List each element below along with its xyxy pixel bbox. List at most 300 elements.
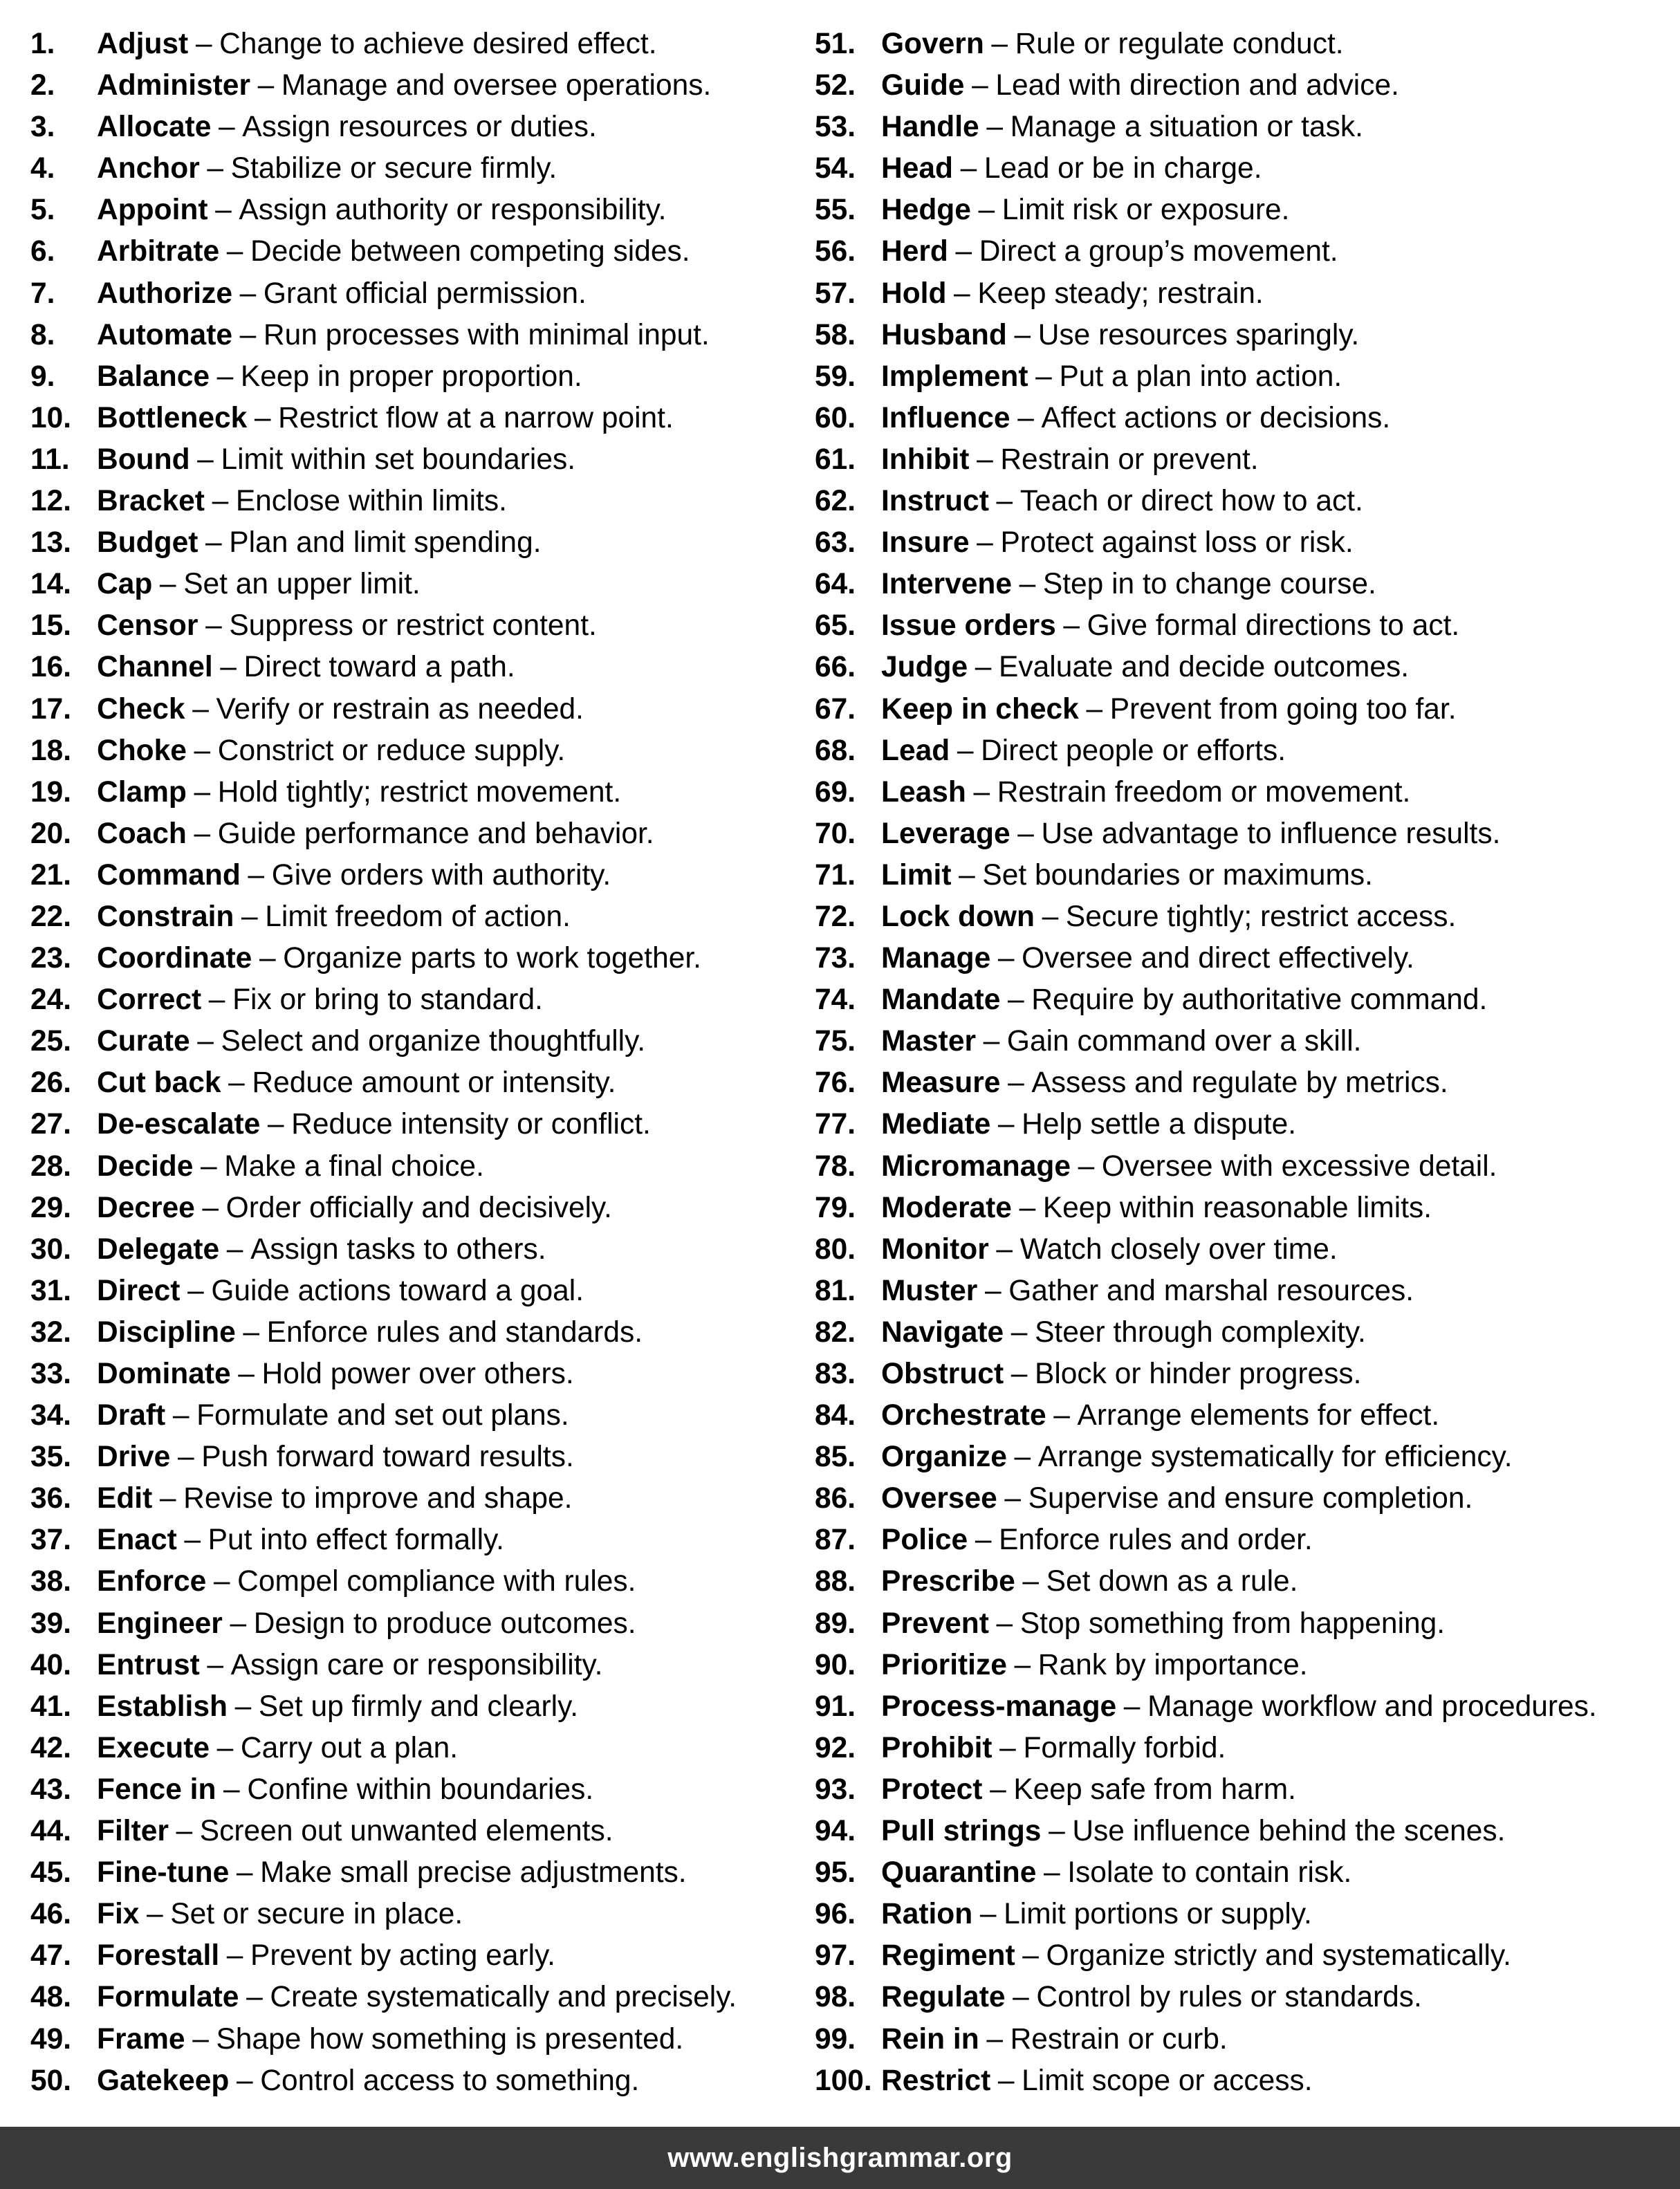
item-dash: –	[1022, 1565, 1040, 1598]
item-number: 40.	[30, 1648, 72, 1681]
item-number: 43.	[30, 1773, 72, 1806]
list-item	[815, 813, 1672, 855]
item-definition: Require by authoritative command.	[1031, 983, 1488, 1017]
item-definition: Control access to something.	[260, 2064, 640, 2097]
item-dash: –	[1043, 1856, 1060, 1890]
item-number: 8.	[30, 318, 55, 351]
list-item	[30, 107, 805, 148]
item-dash: –	[954, 277, 970, 310]
item-definition: Direct toward a path.	[243, 651, 515, 684]
item-number: 85.	[815, 1441, 856, 1474]
item-number: 5.	[30, 194, 55, 227]
item-word: Intervene	[881, 568, 1012, 601]
item-definition: Protect against loss or risk.	[1000, 526, 1354, 560]
item-word: Prevent	[881, 1607, 989, 1640]
list-item	[815, 439, 1672, 481]
item-word: Arbitrate	[97, 235, 220, 268]
item-number: 57.	[815, 277, 856, 310]
item-word: Enforce	[97, 1565, 207, 1598]
item-number: 39.	[30, 1607, 72, 1640]
item-number: 71.	[815, 858, 856, 892]
item-word: Forestall	[97, 1939, 220, 1973]
item-dash: –	[207, 1648, 224, 1681]
list-item	[815, 1977, 1672, 2018]
item-dash: –	[1022, 1939, 1039, 1973]
item-dash: –	[194, 734, 211, 767]
item-dash: –	[991, 28, 1008, 60]
item-word: Fine-tune	[97, 1856, 230, 1890]
item-word: Pull strings	[881, 1815, 1042, 1848]
item-definition: Prevent from going too far.	[1109, 692, 1457, 726]
item-dash: –	[176, 1815, 193, 1848]
list-item	[30, 855, 805, 896]
item-word: Fix	[97, 1898, 140, 1931]
item-word: Mandate	[881, 983, 1001, 1017]
item-definition: Verify or restrain as needed.	[216, 692, 584, 726]
item-word: Insure	[881, 526, 970, 560]
item-dash: –	[248, 858, 265, 892]
item-word: Direct	[97, 1274, 181, 1307]
item-definition: Restrict flow at a narrow point.	[278, 401, 674, 434]
item-number: 63.	[815, 526, 856, 560]
item-definition: Assess and regulate by metrics.	[1031, 1066, 1448, 1100]
item-word: Leash	[881, 775, 966, 809]
item-number: 97.	[815, 1939, 856, 1973]
item-number: 60.	[815, 401, 856, 434]
item-word: Restrict	[881, 2064, 991, 2097]
right-column	[815, 24, 1672, 2102]
item-word: Entrust	[97, 1648, 200, 1681]
item-dash: –	[996, 485, 1013, 518]
item-word: Constrain	[97, 900, 234, 933]
item-dash: –	[1086, 692, 1103, 726]
item-word: Issue orders	[881, 609, 1056, 643]
item-number: 72.	[815, 900, 856, 933]
item-definition: Rank by importance.	[1037, 1648, 1308, 1681]
item-definition: Stabilize or secure firmly.	[230, 152, 557, 185]
item-definition: Set boundaries or maximums.	[982, 858, 1373, 892]
item-word: Coach	[97, 817, 187, 850]
list-item	[30, 1894, 805, 1935]
item-number: 96.	[815, 1898, 856, 1931]
item-definition: Order officially and decisively.	[225, 1191, 612, 1224]
list-item	[30, 65, 805, 107]
item-dash: –	[997, 1108, 1015, 1141]
list-item	[815, 1146, 1672, 1188]
item-word: Micromanage	[881, 1149, 1071, 1183]
list-item	[815, 1188, 1672, 1229]
item-number: 89.	[815, 1607, 856, 1640]
item-definition: Select and organize thoughtfully.	[221, 1025, 646, 1058]
item-number: 29.	[30, 1191, 72, 1224]
item-word: Rein in	[881, 2022, 979, 2056]
item-definition: Arrange systematically for efficiency.	[1037, 1441, 1513, 1474]
footer-bar	[0, 2127, 1680, 2189]
item-number: 88.	[815, 1565, 856, 1598]
list-item	[815, 1603, 1672, 1645]
item-word: Prescribe	[881, 1565, 1015, 1598]
item-word: Prioritize	[881, 1648, 1007, 1681]
item-dash: –	[267, 1108, 284, 1141]
item-definition: Put into effect formally.	[207, 1524, 504, 1557]
list-item	[30, 772, 805, 813]
list-item	[815, 1104, 1672, 1145]
item-definition: Keep steady; restrain.	[977, 277, 1264, 310]
item-dash: –	[192, 692, 209, 726]
item-number: 99.	[815, 2022, 856, 2056]
item-word: Fence in	[97, 1773, 216, 1806]
list-item	[815, 1561, 1672, 1603]
item-definition: Decide between competing sides.	[250, 235, 690, 268]
list-item	[815, 689, 1672, 730]
item-definition: Create systematically and precisely.	[270, 1981, 737, 2014]
list-item	[30, 1354, 805, 1395]
item-number: 46.	[30, 1898, 72, 1931]
item-number: 73.	[815, 942, 856, 975]
list-item	[815, 896, 1672, 938]
item-number: 21.	[30, 858, 72, 892]
item-number: 69.	[815, 775, 856, 809]
item-number: 95.	[815, 1856, 856, 1890]
item-number: 98.	[815, 1981, 856, 2014]
item-dash: –	[230, 1607, 247, 1640]
item-dash: –	[1014, 1441, 1031, 1474]
item-word: Measure	[881, 1066, 1001, 1100]
item-word: Protect	[881, 1773, 983, 1806]
item-number: 27.	[30, 1108, 72, 1141]
item-definition: Fix or bring to standard.	[232, 983, 543, 1017]
item-dash: –	[220, 651, 237, 684]
item-dash: –	[216, 360, 234, 393]
item-dash: –	[205, 609, 222, 643]
list-item	[815, 1894, 1672, 1935]
list-item	[30, 1935, 805, 1977]
list-item	[30, 938, 805, 979]
list-item	[30, 896, 805, 938]
list-item	[815, 1935, 1672, 1977]
item-word: Hedge	[881, 194, 971, 227]
list-item	[30, 564, 805, 605]
list-item	[815, 979, 1672, 1021]
item-word: Authorize	[97, 277, 232, 310]
item-word: Leverage	[881, 817, 1010, 850]
item-dash: –	[996, 1232, 1013, 1266]
item-number: 34.	[30, 1399, 72, 1432]
item-dash: –	[246, 1981, 263, 2014]
item-word: Orchestrate	[881, 1399, 1046, 1432]
item-word: Process-manage	[881, 1690, 1117, 1723]
word-list	[0, 24, 1680, 2098]
item-number: 41.	[30, 1690, 72, 1723]
item-word: Allocate	[97, 111, 212, 144]
item-dash: –	[213, 1565, 230, 1598]
item-definition: Constrict or reduce supply.	[217, 734, 566, 767]
list-item	[30, 273, 805, 315]
item-dash: –	[1008, 1066, 1024, 1100]
item-definition: Control by rules or standards.	[1036, 1981, 1422, 2014]
item-dash: –	[177, 1441, 194, 1474]
list-item	[30, 2019, 805, 2060]
item-number: 80.	[815, 1232, 856, 1266]
item-definition: Set up firmly and clearly.	[258, 1690, 579, 1723]
item-dash: –	[257, 69, 275, 102]
item-number: 17.	[30, 692, 72, 726]
item-dash: –	[205, 526, 222, 560]
list-item	[815, 273, 1672, 315]
item-number: 33.	[30, 1358, 72, 1390]
item-dash: –	[975, 651, 992, 684]
item-number: 4.	[30, 152, 55, 185]
item-definition: Use advantage to influence results.	[1041, 817, 1501, 850]
list-item	[30, 1603, 805, 1645]
item-dash: –	[1035, 360, 1052, 393]
list-item	[815, 730, 1672, 772]
item-definition: Lead or be in charge.	[984, 152, 1262, 185]
list-item	[815, 1811, 1672, 1852]
item-dash: –	[1019, 568, 1036, 601]
item-dash: –	[990, 1773, 1006, 1806]
list-item	[815, 1437, 1672, 1478]
item-number: 65.	[815, 609, 856, 643]
item-number: 62.	[815, 485, 856, 518]
item-number: 100.	[815, 2064, 872, 2097]
list-item	[815, 1229, 1672, 1271]
item-word: Choke	[97, 734, 187, 767]
list-item	[815, 1728, 1672, 1769]
item-dash: –	[226, 235, 243, 268]
item-definition: Stop something from happening.	[1019, 1607, 1446, 1640]
item-dash: –	[202, 1191, 219, 1224]
list-item	[30, 1811, 805, 1852]
item-number: 24.	[30, 983, 72, 1017]
item-definition: Use resources sparingly.	[1037, 318, 1360, 351]
item-word: Bracket	[97, 485, 205, 518]
item-dash: –	[239, 318, 257, 351]
item-dash: –	[197, 443, 214, 476]
item-definition: Keep within reasonable limits.	[1042, 1191, 1432, 1224]
item-dash: –	[997, 2064, 1015, 2097]
item-dash: –	[159, 1482, 176, 1515]
list-item	[815, 1645, 1672, 1686]
item-definition: Plan and limit spending.	[229, 526, 542, 560]
item-definition: Hold tightly; restrict movement.	[217, 775, 622, 809]
item-number: 25.	[30, 1025, 72, 1058]
item-definition: Gain command over a skill.	[1006, 1025, 1362, 1058]
item-definition: Design to produce outcomes.	[253, 1607, 636, 1640]
item-word: Ration	[881, 1898, 973, 1931]
item-dash: –	[986, 111, 1003, 144]
item-definition: Secure tightly; restrict access.	[1065, 900, 1457, 933]
footer-url[interactable]: www.englishgrammar.org	[667, 2142, 1013, 2173]
item-number: 67.	[815, 692, 856, 726]
item-dash: –	[996, 1607, 1013, 1640]
item-definition: Rule or regulate conduct.	[1015, 28, 1344, 60]
list-item	[30, 1312, 805, 1354]
item-word: Regulate	[881, 1981, 1006, 2014]
item-number: 81.	[815, 1274, 856, 1307]
item-number: 49.	[30, 2022, 72, 2056]
list-item	[815, 148, 1672, 190]
item-dash: –	[254, 401, 271, 434]
item-word: Clamp	[97, 775, 187, 809]
list-item	[30, 356, 805, 398]
item-word: Quarantine	[881, 1856, 1037, 1890]
item-dash: –	[1014, 1648, 1031, 1681]
item-dash: –	[984, 1274, 1001, 1307]
item-number: 19.	[30, 775, 72, 809]
item-dash: –	[1078, 1149, 1095, 1183]
item-word: Dominate	[97, 1358, 231, 1390]
item-number: 38.	[30, 1565, 72, 1598]
item-word: Limit	[881, 858, 952, 892]
item-definition: Direct people or efforts.	[981, 734, 1286, 767]
item-word: Obstruct	[881, 1358, 1004, 1390]
list-item	[30, 315, 805, 356]
item-dash: –	[195, 28, 212, 60]
list-item	[30, 1229, 805, 1271]
item-word: Automate	[97, 318, 232, 351]
item-word: Enact	[97, 1524, 177, 1557]
item-definition: Confine within boundaries.	[247, 1773, 594, 1806]
item-word: Check	[97, 692, 185, 726]
list-item	[30, 1437, 805, 1478]
item-definition: Carry out a plan.	[240, 1731, 459, 1764]
item-definition: Manage a situation or task.	[1010, 111, 1363, 144]
list-item	[30, 148, 805, 190]
item-definition: Restrain or curb.	[1010, 2022, 1228, 2056]
list-item	[815, 24, 1672, 65]
item-dash: –	[1049, 1815, 1065, 1848]
item-definition: Set an upper limit.	[183, 568, 421, 601]
item-word: Budget	[97, 526, 199, 560]
item-word: Influence	[881, 401, 1010, 434]
item-number: 26.	[30, 1066, 72, 1100]
item-dash: –	[243, 1315, 260, 1349]
list-item	[30, 979, 805, 1021]
list-item	[815, 398, 1672, 439]
item-word: Draft	[97, 1399, 166, 1432]
item-definition: Arrange elements for effect.	[1077, 1399, 1440, 1432]
list-item	[30, 1021, 805, 1062]
item-number: 11.	[30, 443, 70, 476]
list-item	[815, 647, 1672, 688]
item-number: 13.	[30, 526, 72, 560]
list-item	[815, 107, 1672, 148]
item-dash: –	[1010, 1358, 1028, 1390]
item-dash: –	[960, 152, 977, 185]
item-dash: –	[216, 1731, 234, 1764]
item-word: Drive	[97, 1441, 171, 1474]
item-definition: Organize parts to work together.	[283, 942, 701, 975]
list-item	[815, 1354, 1672, 1395]
list-item	[30, 1146, 805, 1188]
item-word: De-escalate	[97, 1108, 261, 1141]
item-definition: Restrain freedom or movement.	[997, 775, 1411, 809]
list-item	[815, 315, 1672, 356]
list-item	[30, 1104, 805, 1145]
item-dash: –	[215, 194, 232, 227]
list-item	[815, 1686, 1672, 1728]
item-word: Judge	[881, 651, 968, 684]
list-item	[815, 1395, 1672, 1437]
item-definition: Supervise and ensure completion.	[1028, 1482, 1473, 1515]
item-word: Master	[881, 1025, 977, 1058]
list-item	[815, 938, 1672, 979]
item-word: Censor	[97, 609, 199, 643]
item-dash: –	[1010, 1315, 1028, 1349]
item-number: 75.	[815, 1025, 856, 1058]
item-word: Balance	[97, 360, 210, 393]
item-number: 93.	[815, 1773, 856, 1806]
item-number: 2.	[30, 69, 55, 102]
item-number: 66.	[815, 651, 856, 684]
item-number: 28.	[30, 1149, 72, 1183]
item-definition: Isolate to contain risk.	[1067, 1856, 1352, 1890]
item-number: 84.	[815, 1399, 856, 1432]
item-dash: –	[236, 2064, 253, 2097]
item-dash: –	[1123, 1690, 1141, 1723]
list-item	[30, 1686, 805, 1728]
item-number: 86.	[815, 1482, 856, 1515]
list-item	[815, 1021, 1672, 1062]
item-definition: Manage and oversee operations.	[281, 69, 712, 102]
list-item	[30, 481, 805, 522]
item-word: Navigate	[881, 1315, 1004, 1349]
item-dash: –	[236, 1856, 253, 1890]
item-definition: Assign tasks to others.	[250, 1232, 546, 1266]
item-dash: –	[147, 1898, 163, 1931]
list-item	[815, 855, 1672, 896]
item-number: 51.	[815, 28, 856, 60]
item-number: 35.	[30, 1441, 72, 1474]
item-dash: –	[172, 1399, 190, 1432]
list-item	[30, 689, 805, 730]
item-dash: –	[194, 775, 211, 809]
list-item	[30, 190, 805, 231]
item-definition: Formulate and set out plans.	[196, 1399, 569, 1432]
item-dash: –	[975, 1524, 992, 1557]
item-definition: Revise to improve and shape.	[183, 1482, 573, 1515]
item-definition: Assign care or responsibility.	[230, 1648, 603, 1681]
item-number: 53.	[815, 111, 856, 144]
item-word: Engineer	[97, 1607, 223, 1640]
item-dash: –	[241, 900, 258, 933]
item-dash: –	[1014, 318, 1031, 351]
item-definition: Formally forbid.	[1023, 1731, 1226, 1764]
item-word: Herd	[881, 235, 948, 268]
item-word: Discipline	[97, 1315, 236, 1349]
item-number: 50.	[30, 2064, 72, 2097]
item-number: 18.	[30, 734, 72, 767]
item-definition: Limit portions or supply.	[1004, 1898, 1312, 1931]
item-dash: –	[184, 1524, 201, 1557]
list-item	[30, 1395, 805, 1437]
item-dash: –	[955, 235, 972, 268]
list-item	[30, 1769, 805, 1811]
item-word: Adjust	[97, 28, 189, 60]
item-number: 6.	[30, 235, 55, 268]
item-definition: Set down as a rule.	[1046, 1565, 1298, 1598]
item-definition: Assign resources or duties.	[242, 111, 597, 144]
item-dash: –	[1017, 817, 1034, 850]
item-number: 54.	[815, 152, 856, 185]
item-dash: –	[212, 485, 229, 518]
item-definition: Organize strictly and systematically.	[1046, 1939, 1511, 1973]
item-number: 22.	[30, 900, 72, 933]
item-number: 7.	[30, 277, 55, 310]
list-item	[30, 813, 805, 855]
item-definition: Limit within set boundaries.	[221, 443, 576, 476]
